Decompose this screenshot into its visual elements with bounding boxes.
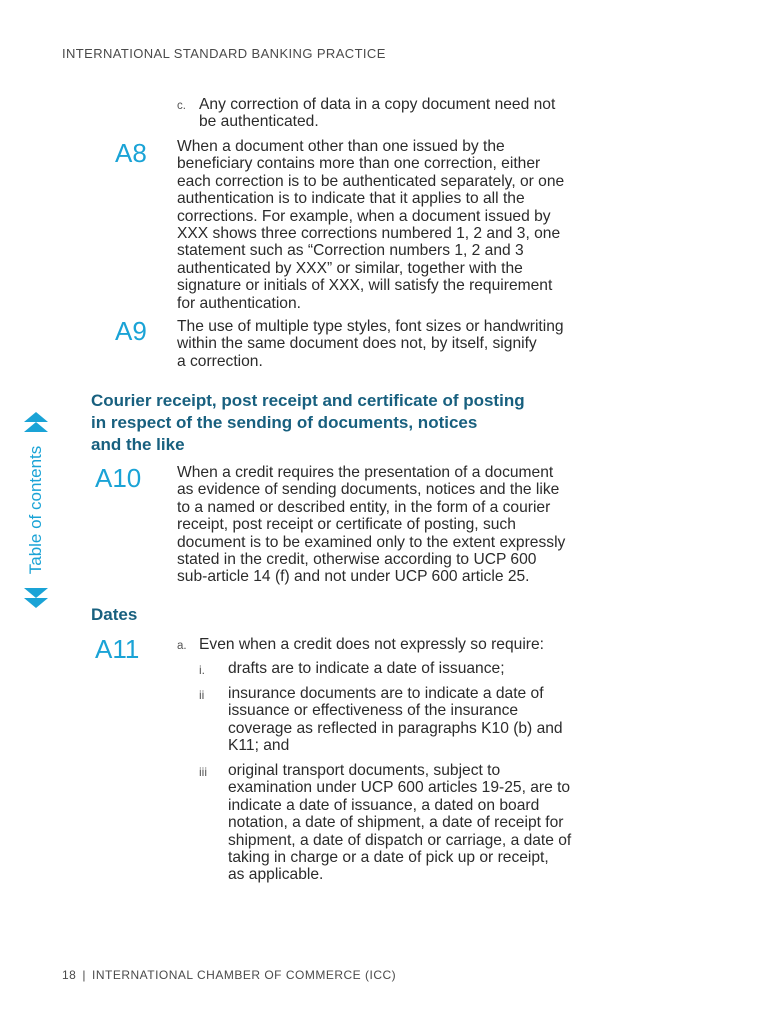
toc-label[interactable]: Table of contents xyxy=(26,445,45,575)
text-line: to a named or described entity, in the form of a courier xyxy=(177,498,551,516)
footer-separator: | xyxy=(82,968,86,982)
toc-nav[interactable] xyxy=(22,412,50,608)
text-line: stated in the credit, otherwise according to UCP 600 xyxy=(177,551,537,569)
page-footer xyxy=(62,968,396,982)
subitem-label-iii: iii xyxy=(199,765,207,779)
section-heading-courier xyxy=(91,390,525,456)
double-chevron-down-icon[interactable] xyxy=(24,586,48,608)
text-line: When a credit requires the presentation of a document xyxy=(177,464,554,481)
text-line: corrections. For example, when a document issued by xyxy=(177,207,551,225)
paragraph-tag-a8: A8 xyxy=(115,138,147,168)
text-line: issuance or effectiveness of the insurance xyxy=(228,702,519,720)
text-line: sub-article 14 (f) and not under UCP 600 article 25. xyxy=(177,568,530,586)
text-line: K11; and xyxy=(228,737,290,755)
text-line: Any correction of data in a copy document need not xyxy=(199,96,556,113)
paragraph-tag-a11: A11 xyxy=(95,634,140,664)
text-line: statement such as “Correction numbers 1, 2 and 3 xyxy=(177,242,524,260)
paragraph-a11-a: Even when a credit does not expressly so require: xyxy=(199,636,544,653)
text-line: for authentication. xyxy=(177,294,301,312)
subitem-iii xyxy=(228,762,571,884)
paragraph-tag-a9: A9 xyxy=(115,316,147,346)
page-number: 18 xyxy=(62,968,77,982)
paragraph-a10 xyxy=(177,464,565,586)
text-line: notation, a date of shipment, a date of receipt for xyxy=(228,814,564,832)
text-line: as evidence of sending documents, notices and the like xyxy=(177,481,560,499)
subitem-label-ii: ii xyxy=(199,688,205,702)
text-line: When a document other than one issued by the xyxy=(177,138,505,155)
text-line: as applicable. xyxy=(228,866,324,884)
text-line: original transport documents, subject to xyxy=(228,762,501,779)
text-line: signature or initials of XXX, will satisfy the requirement xyxy=(177,277,553,295)
text-line: authenticated by XXX” or similar, together with the xyxy=(177,259,523,277)
text-line: each correction is to be authenticated separately, or one xyxy=(177,172,565,190)
text-line: drafts are to indicate a date of issuance; xyxy=(228,660,505,677)
text-line: taking in charge or a date of pick up or receipt, xyxy=(228,849,549,867)
heading-line: and the like xyxy=(91,435,185,454)
text-line: indicate a date of issuance, a dated on board xyxy=(228,796,540,814)
item-marker-c: c. xyxy=(177,100,186,112)
text-line: within the same document does not, by itself, signify xyxy=(177,335,537,353)
subitem-ii xyxy=(228,685,563,755)
section-heading-dates: Dates xyxy=(91,605,138,624)
text-line: authentication is to indicate that it applies to all the xyxy=(177,190,525,208)
text-line: insurance documents are to indicate a date of xyxy=(228,685,544,702)
text-line: The use of multiple type styles, font sizes or handwriting xyxy=(177,318,564,335)
text-line: beneficiary contains more than one correction, either xyxy=(177,155,541,173)
subitem-label-i: i. xyxy=(199,663,205,677)
heading-line: in respect of the sending of documents, notices xyxy=(91,413,478,432)
paragraph-a8 xyxy=(177,138,564,312)
text-line: coverage as reflected in paragraphs K10 (b) and xyxy=(228,719,563,737)
text-line: receipt, post receipt or certificate of posting, such xyxy=(177,516,516,534)
text-line: a correction. xyxy=(177,352,263,370)
text-line: shipment, a date of dispatch or carriage, a date of xyxy=(228,831,572,849)
double-chevron-up-icon[interactable] xyxy=(24,412,48,434)
paragraph-item-c xyxy=(199,96,555,131)
text-line: document is to be examined only to the extent expressly xyxy=(177,533,566,551)
text-line: be authenticated. xyxy=(199,113,319,131)
heading-line: Courier receipt, post receipt and certificate of posting xyxy=(91,391,525,410)
item-marker-a: a. xyxy=(177,640,187,652)
footer-org: INTERNATIONAL CHAMBER OF COMMERCE (ICC) xyxy=(91,968,397,982)
paragraph-a9 xyxy=(177,318,564,370)
running-header: INTERNATIONAL STANDARD BANKING PRACTICE xyxy=(62,46,386,61)
text-line: XXX shows three corrections numbered 1, 2 and 3, one xyxy=(177,225,561,243)
text-line: examination under UCP 600 articles 19-25, are to xyxy=(228,779,571,797)
subitem-i xyxy=(228,660,505,677)
paragraph-tag-a10: A10 xyxy=(95,463,142,493)
